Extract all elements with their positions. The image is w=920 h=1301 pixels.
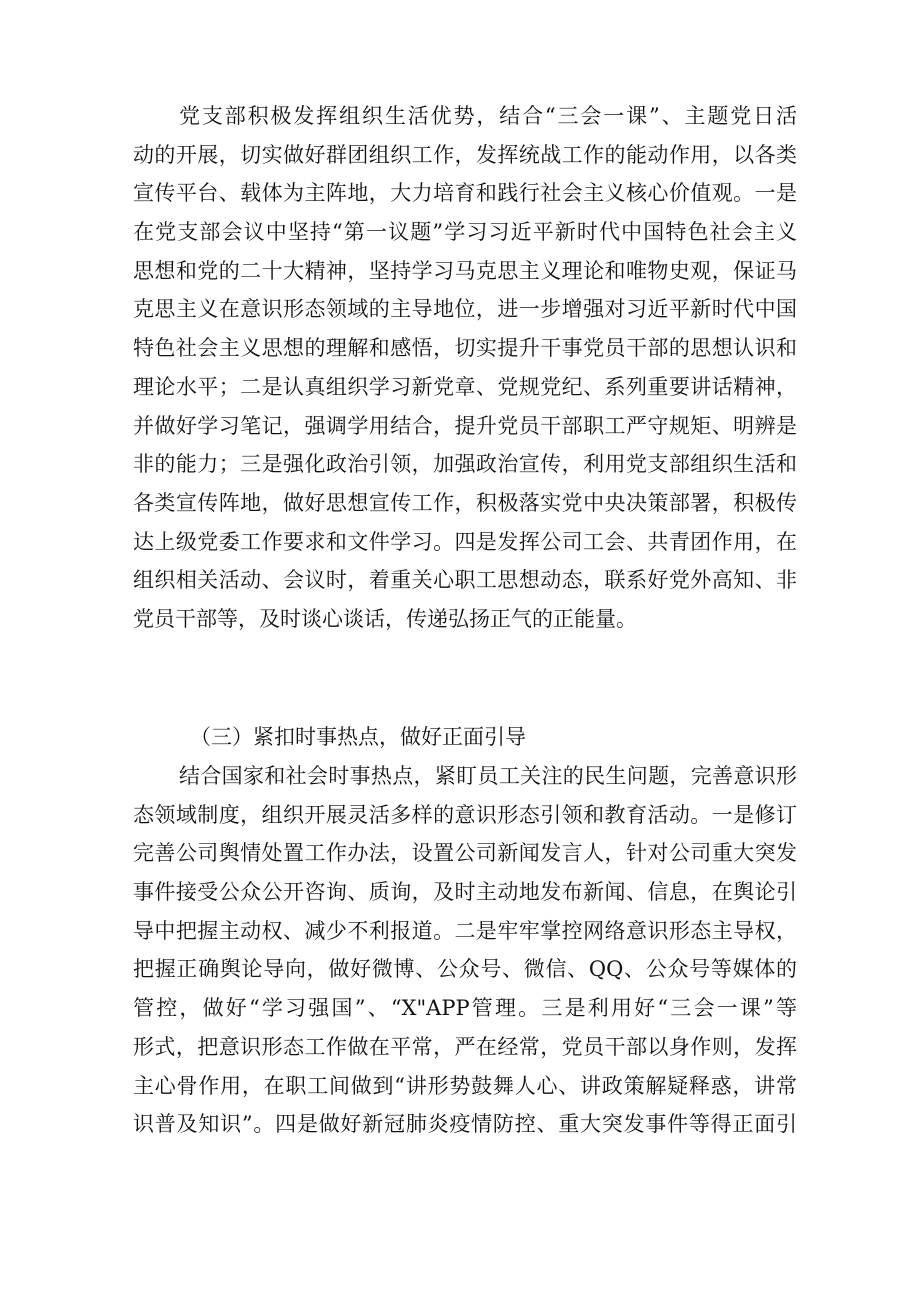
paragraph-line: 把握正确舆论导向，做好微博、公众号、微信、QQ、公众号等媒体的: [133, 957, 797, 982]
paragraph-line: 动的开展，切实做好群团组织工作，发挥统战工作的能动作用，以各类: [133, 142, 797, 167]
paragraph-party-branch-activities: [133, 97, 797, 639]
paragraph-line: 各类宣传阵地，做好思想宣传工作，积极落实党中央决策部署，积极传: [133, 490, 797, 515]
paragraph-line: 结合国家和社会时事热点，紧盯员工关注的民生问题，完善意识形: [179, 764, 797, 788]
paragraph-line: 宣传平台、载体为主阵地，大力培育和践行社会主义核心价值观。一是: [133, 181, 797, 206]
paragraph-line: 形式，把意识形态工作做在平常，严在经常，党员干部以身作则，发挥: [133, 1034, 797, 1059]
paragraph-line: 理论水平；二是认真组织学习新党章、党规党纪、系列重要讲话精神，: [133, 374, 797, 399]
paragraph-line: 主心骨作用，在职工间做到“讲形势鼓舞人心、讲政策解疑释惑，讲常: [133, 1073, 797, 1098]
paragraph-line: 思想和党的二十大精神，坚持学习马克思主义理论和唯物史观，保证马: [133, 258, 797, 283]
paragraph-line: 态领域制度，组织开展灵活多样的意识形态引领和教育活动。一是修订: [133, 802, 797, 827]
paragraph-line: 导中把握主动权、减少不利报道。二是牢牢掌控网络意识形态主导权，: [133, 918, 797, 943]
paragraph-line: 完善公司舆情处置工作办法，设置公司新闻发言人，针对公司重大突发: [133, 841, 797, 866]
paragraph-line: 在党支部会议中坚持“第一议题”学习习近平新时代中国特色社会主义: [133, 220, 797, 245]
paragraph-current-affairs-guidance: [133, 757, 797, 1144]
paragraph-line: 非的能力；三是强化政治引领，加强政治宣传，利用党支部组织生活和: [133, 452, 797, 477]
paragraph-line: 事件接受公众公开咨询、质询，及时主动地发布新闻、信息，在舆论引: [133, 880, 797, 905]
paragraph-line: 克思主义在意识形态领域的主导地位，进一步增强对习近平新时代中国: [133, 297, 797, 322]
paragraph-line: 管控，做好“学习强国”、“X"APP管理。三是利用好“三会一课”等: [133, 996, 797, 1021]
paragraph-line: 并做好学习笔记，强调学用结合，提升党员干部职工严守规矩、明辨是: [133, 413, 797, 438]
paragraph-line: 特色社会主义思想的理解和感悟，切实提升干事党员干部的思想认识和: [133, 336, 797, 361]
section-heading: （三）紧扣时事热点，做好正面引导: [190, 725, 526, 749]
paragraph-line: 组织相关活动、会议时，着重关心职工思想动态，联系好党外高知、非: [133, 568, 797, 593]
paragraph-line: 达上级党委工作要求和文件学习。四是发挥公司工会、共青团作用，在: [133, 529, 797, 554]
paragraph-line: 党员干部等，及时谈心谈话，传递弘扬正气的正能量。: [133, 606, 637, 631]
paragraph-line: 党支部积极发挥组织生活优势，结合“三会一课”、主题党日活: [179, 104, 797, 128]
paragraph-line: 识普及知识”。四是做好新冠肺炎疫情防控、重大突发事件等得正面引: [133, 1112, 797, 1137]
